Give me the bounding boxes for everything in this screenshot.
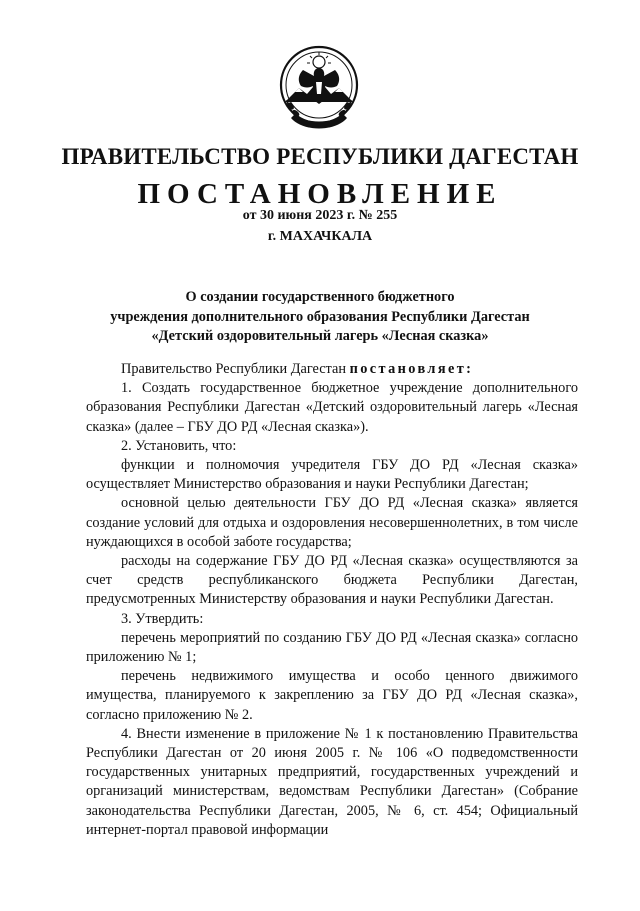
body-paragraph: перечень мероприятий по созданию ГБУ ДО РД «Лесная сказка» согласно приложению № 1; — [86, 629, 578, 666]
subject-line: учреждения дополнительного образования Республики Дагестан — [110, 308, 530, 325]
document-type: ПОСТАНОВЛЕНИЕ — [137, 178, 503, 210]
subject-line: «Детский оздоровительный лагерь «Лесная сказка» — [151, 328, 489, 344]
body-paragraph: 1. Создать государственное бюджетное учреждение дополнительного образования Республики Дагестан «Детский оздоровительный лагерь «Лесная сказка» (далее – ГБУ ДО РД «Лесная сказка»). — [86, 380, 578, 435]
subject-line: О создании государственного бюджетного — [185, 289, 455, 305]
government-title: ПРАВИТЕЛЬСТВО РЕСПУБЛИКИ ДАГЕСТАН — [61, 144, 579, 169]
body-paragraph: функции и полномочия учредителя ГБУ ДО РД «Лесная сказка» осуществляет Министерство образования и науки Республики Дагестан; — [86, 457, 578, 493]
body-intro — [86, 360, 578, 379]
body-paragraph: расходы на содержание ГБУ ДО РД «Лесная сказка» осуществляются за счет средств республиканского бюджета Республики Дагестан, предусмотренных Министерству образования и науки Республики Дагестан. — [86, 553, 578, 608]
body-paragraph: основной целью деятельности ГБУ ДО РД «Лесная сказка» является создание условий для отдыха и оздоровления несовершеннолетних, в том числе нуждающихся в особой заботе государства; — [86, 495, 578, 550]
body-paragraph: 4. Внести изменение в приложение № 1 к постановлению Правительства Республики Дагестан от 20 июня 2005 г. № 106 «О подведомственности государственных унитарных предприятий, государственных учреждений и организаций министерствам, ведомствам Республики Дагестан» (Собрание законодательства Республики Дагестан, 2005, № 6, ст. 454; Официальный интернет-портал правовой информации — [86, 725, 578, 838]
document-body — [86, 360, 578, 840]
document-city: г. МАХАЧКАЛА — [267, 229, 373, 244]
document-date-number: от 30 июня 2023 г. № 255 — [242, 208, 398, 223]
body-paragraph: 3. Утвердить: — [121, 610, 204, 627]
body-paragraph: 2. Установить, что: — [121, 437, 237, 454]
intro-verb: постановляет: — [349, 361, 474, 377]
document-subject — [80, 288, 560, 347]
coat-of-arms-icon — [273, 40, 365, 138]
body-paragraph: перечень недвижимого имущества и особо ценного движимого имущества, планируемого к закреплению за ГБУ ДО РД «Лесная сказка», согласно приложению № 2. — [86, 668, 578, 723]
intro-text: Правительство Республики Дагестан — [121, 361, 350, 377]
